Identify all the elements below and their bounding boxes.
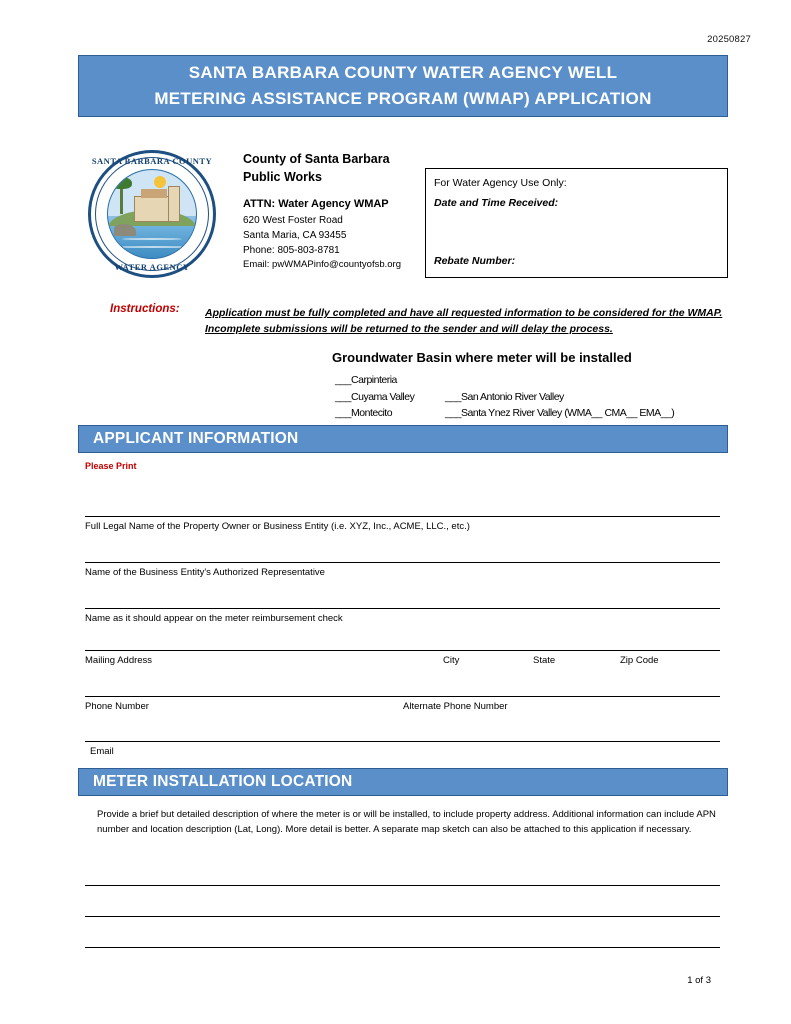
basin-option-empty bbox=[445, 372, 735, 389]
field-line-email[interactable] bbox=[85, 741, 720, 742]
section-title-applicant-information: APPLICANT INFORMATION bbox=[93, 430, 299, 447]
basin-option-cuyama-valley[interactable]: ___Cuyama Valley bbox=[335, 390, 415, 403]
basin-option-row bbox=[335, 389, 735, 406]
basin-option-row bbox=[335, 372, 735, 389]
sun-icon bbox=[154, 176, 166, 188]
agency-street: 620 West Foster Road bbox=[243, 214, 343, 226]
field-label-city: City bbox=[443, 655, 460, 666]
field-line-phone-number[interactable] bbox=[85, 696, 720, 697]
instructions-text: Application must be fully completed and have all requested information to be considered for the WMAP. Incomplete submissions will be returned to the sender and will delay the process. bbox=[205, 307, 723, 336]
meter-description-line-2[interactable] bbox=[85, 916, 720, 917]
basin-option-row bbox=[335, 405, 735, 422]
meter-description-line-1[interactable] bbox=[85, 885, 720, 886]
section-header-applicant-information bbox=[78, 425, 728, 453]
county-seal-logo bbox=[88, 150, 216, 278]
rocks-icon bbox=[114, 224, 136, 236]
use-box-rebate-number-label: Rebate Number: bbox=[434, 255, 516, 267]
field-label-zip-code: Zip Code bbox=[620, 655, 659, 666]
basin-option-san-antonio-river-valley[interactable]: ___San Antonio River Valley bbox=[445, 390, 564, 403]
page-title-line-2: METERING ASSISTANCE PROGRAM (WMAP) APPLICATION bbox=[154, 89, 652, 108]
basin-option-montecito[interactable]: ___Montecito bbox=[335, 407, 393, 420]
field-label-email: Email bbox=[90, 746, 114, 757]
groundwater-basin-options bbox=[335, 372, 735, 422]
section-header-meter-installation-location bbox=[78, 768, 728, 796]
wave-icon bbox=[116, 246, 190, 248]
groundwater-basin-title: Groundwater Basin where meter will be installed bbox=[332, 350, 632, 365]
water-agency-use-only-box bbox=[425, 168, 728, 278]
field-line-mailing-address[interactable] bbox=[85, 650, 720, 651]
agency-name-line-1: County of Santa Barbara bbox=[243, 152, 390, 166]
page-footer-page-number: 1 of 3 bbox=[687, 975, 711, 986]
use-box-heading: For Water Agency Use Only: bbox=[434, 177, 567, 189]
use-box-date-time-label: Date and Time Received: bbox=[434, 197, 559, 209]
field-line-check-name[interactable] bbox=[85, 608, 720, 609]
field-label-mailing-address: Mailing Address bbox=[85, 655, 153, 666]
basin-option-santa-ynez-river-valley[interactable]: ___Santa Ynez River Valley (WMA__ CMA__ EMA__) bbox=[445, 407, 675, 420]
document-revision-code: 20250827 bbox=[707, 34, 751, 45]
seal-artwork bbox=[107, 169, 197, 259]
field-label-alternate-phone-number: Alternate Phone Number bbox=[403, 701, 508, 712]
agency-attn-line: ATTN: Water Agency WMAP bbox=[243, 198, 389, 211]
seal-top-text: SANTA BARBARA COUNTY bbox=[91, 156, 213, 166]
mission-building-icon bbox=[134, 196, 172, 222]
agency-name-line-2: Public Works bbox=[243, 170, 322, 185]
field-label-state: State bbox=[533, 655, 556, 666]
wave-icon bbox=[122, 238, 182, 240]
instructions-label: Instructions: bbox=[110, 303, 180, 315]
field-label-full-legal-name: Full Legal Name of the Property Owner or Business Entity (i.e. XYZ, Inc., ACME, LLC., etc.) bbox=[85, 521, 470, 532]
palm-tree-icon bbox=[120, 184, 123, 214]
meter-installation-instructions: Provide a brief but detailed description of where the meter is or will be installed, to include property address. Additional information can include APN number and location description (Lat, Long). More detail is better. A separate map sketch can also be attached to this application if necessary. bbox=[97, 809, 716, 835]
field-label-check-name: Name as it should appear on the meter reimbursement check bbox=[85, 613, 343, 624]
agency-phone: Phone: 805-803-8781 bbox=[243, 244, 340, 256]
agency-address-block bbox=[243, 150, 423, 272]
seal-bottom-text: WATER AGENCY bbox=[114, 262, 190, 272]
section-title-meter-installation-location: METER INSTALLATION LOCATION bbox=[93, 773, 353, 790]
field-line-full-legal-name[interactable] bbox=[85, 516, 720, 517]
agency-city-state-zip: Santa Maria, CA 93455 bbox=[243, 229, 347, 241]
field-label-phone-number: Phone Number bbox=[85, 701, 149, 712]
please-print-note: Please Print bbox=[85, 461, 137, 471]
agency-email: Email: pwWMAPinfo@countyofsb.org bbox=[243, 258, 402, 270]
basin-option-carpinteria[interactable]: ___Carpinteria bbox=[335, 374, 397, 386]
page-title-line-1: SANTA BARBARA COUNTY WATER AGENCY WELL bbox=[188, 63, 618, 82]
mission-tower-icon bbox=[168, 186, 180, 222]
document-title-banner bbox=[78, 55, 728, 117]
field-line-authorized-representative[interactable] bbox=[85, 562, 720, 563]
field-label-authorized-representative: Name of the Business Entity's Authorized Representative bbox=[85, 567, 325, 578]
meter-description-line-3[interactable] bbox=[85, 947, 720, 948]
